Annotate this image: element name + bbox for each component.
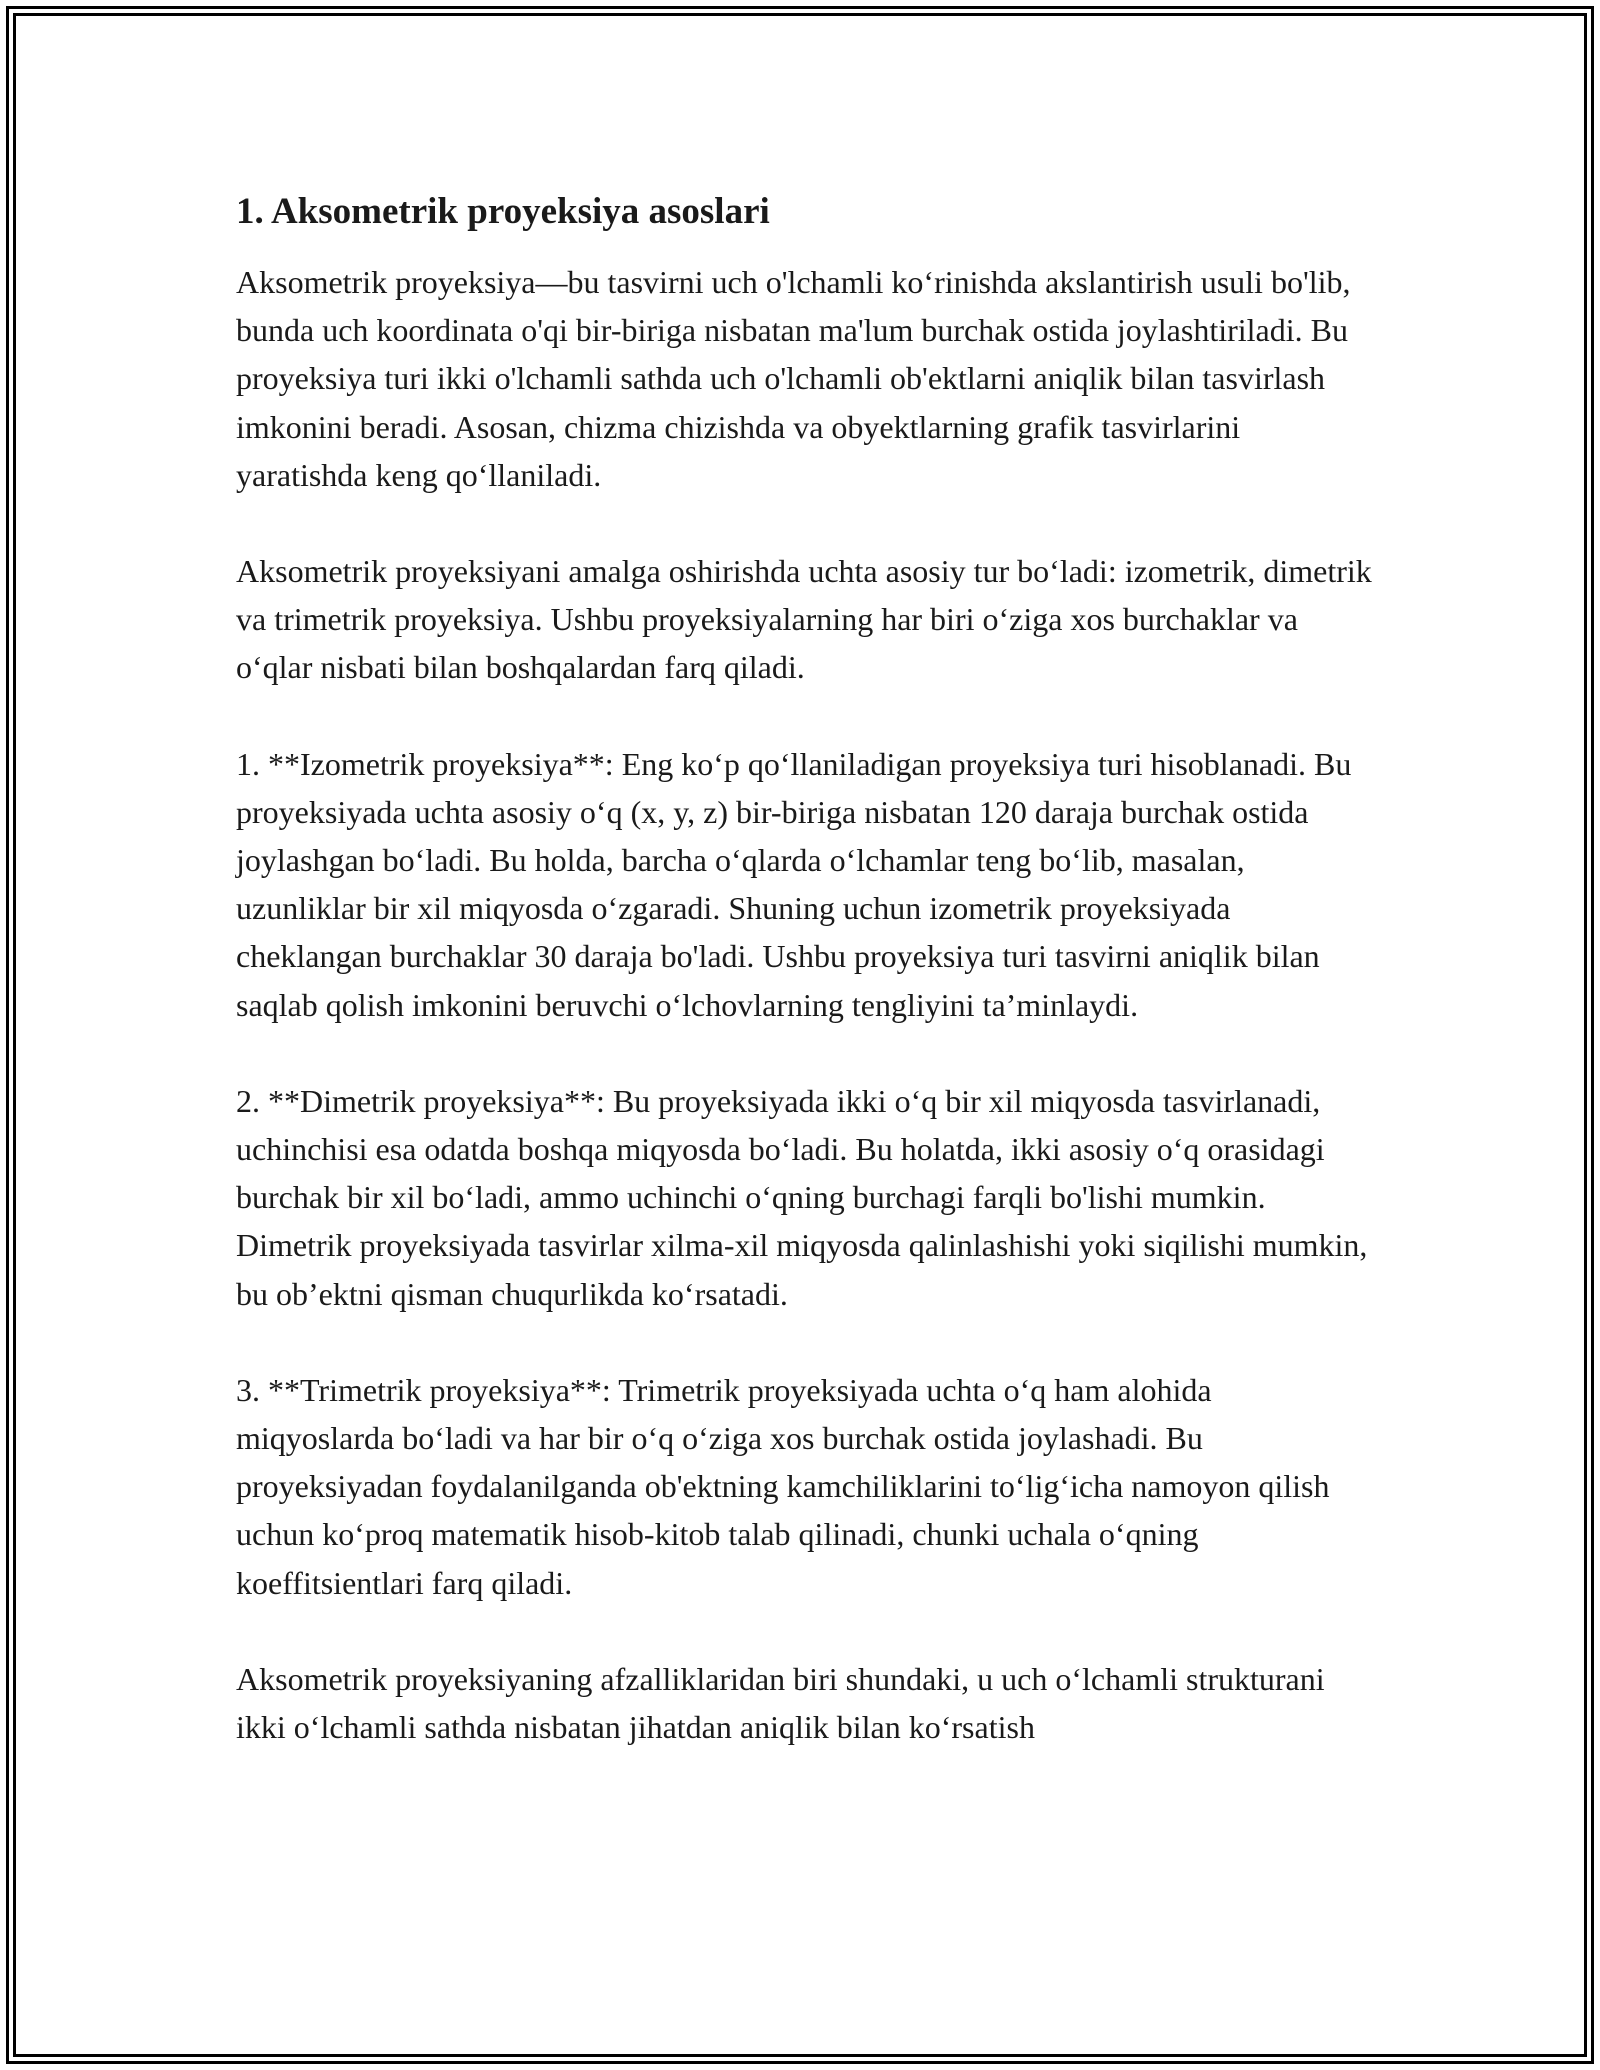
document-page [236,186,1376,1799]
paragraph-dimetric: 2. **Dimetrik proyeksiya**: Bu proyeksiyada ikki oʻq bir xil miqyosda tasvirlanadi, uchinchisi esa odatda boshqa miqyosda boʻladi. Bu holatda, ikki asosiy oʻq orasidagi burchak bir xil boʻladi, ammo uchinchi oʻqning burchagi farqli bo'lishi mumkin. Dimetrik proyeksiyada tasvirlar xilma-xil miqyosda qalinlashishi yoki siqilishi mumkin, bu ob’ektni qisman chuqurlikda koʻrsatadi. [236,1082,1368,1312]
paragraph-isometric: 1. **Izometrik proyeksiya**: Eng koʻp qoʻllaniladigan proyeksiya turi hisoblanadi. Bu proyeksiyada uchta asosiy oʻq (x, y, z) bir-biriga nisbatan 120 daraja burchak ostida joylashgan boʻladi. Bu holda, barcha oʻqlarda oʻlchamlar teng boʻlib, masalan, uzunliklar bir xil miqyosda oʻzgaradi. Shuning uchun izometrik proyeksiyada cheklangan burchaklar 30 daraja bo'ladi. Ushbu proyeksiya turi tasvirni aniqlik bilan saqlab qolish imkonini beruvchi oʻlchovlarning tengliyini ta’minlaydi. [236,745,1352,1023]
paragraph-advantages: Aksometrik proyeksiyaning afzalliklaridan biri shundaki, u uch oʻlchamli strukturani ikki oʻlchamli sathda nisbatan jihatdan aniqlik bilan koʻrsatish [236,1660,1325,1746]
paragraph-types: Aksometrik proyeksiyani amalga oshirishda uchta asosiy tur boʻladi: izometrik, dimetrik va trimetrik proyeksiya. Ushbu proyeksiyalarning har biri oʻziga xos burchaklar va oʻqlar nisbati bilan boshqalardan farq qiladi. [236,553,1372,686]
paragraph-trimetric: 3. **Trimetrik proyeksiya**: Trimetrik proyeksiyada uchta oʻq ham alohida miqyoslarda boʻladi va har bir oʻq oʻziga xos burchak ostida joylashadi. Bu proyeksiyadan foydalanilganda ob'ektning kamchiliklarini toʻligʻicha namoyon qilish uchun koʻproq matematik hisob-kitob talab qilinadi, chunki uchala oʻqning koeffitsientlari farq qiladi. [236,1371,1330,1601]
paragraph-intro: Aksometrik proyeksiya—bu tasvirni uch o'lchamli koʻrinishda akslantirish usuli bo'lib, bunda uch koordinata o'qi bir-biriga nisbatan ma'lum burchak ostida joylashtiriladi. Bu proyeksiya turi ikki o'lchamli sathda uch o'lchamli ob'ektlarni aniqlik bilan tasvirlash imkonini beradi. Asosan, chizma chizishda va obyektlarning grafik tasvirlarini yaratishda keng qoʻllaniladi. [236,264,1351,493]
section-title: 1. Aksometrik proyeksiya asoslari [236,191,770,232]
